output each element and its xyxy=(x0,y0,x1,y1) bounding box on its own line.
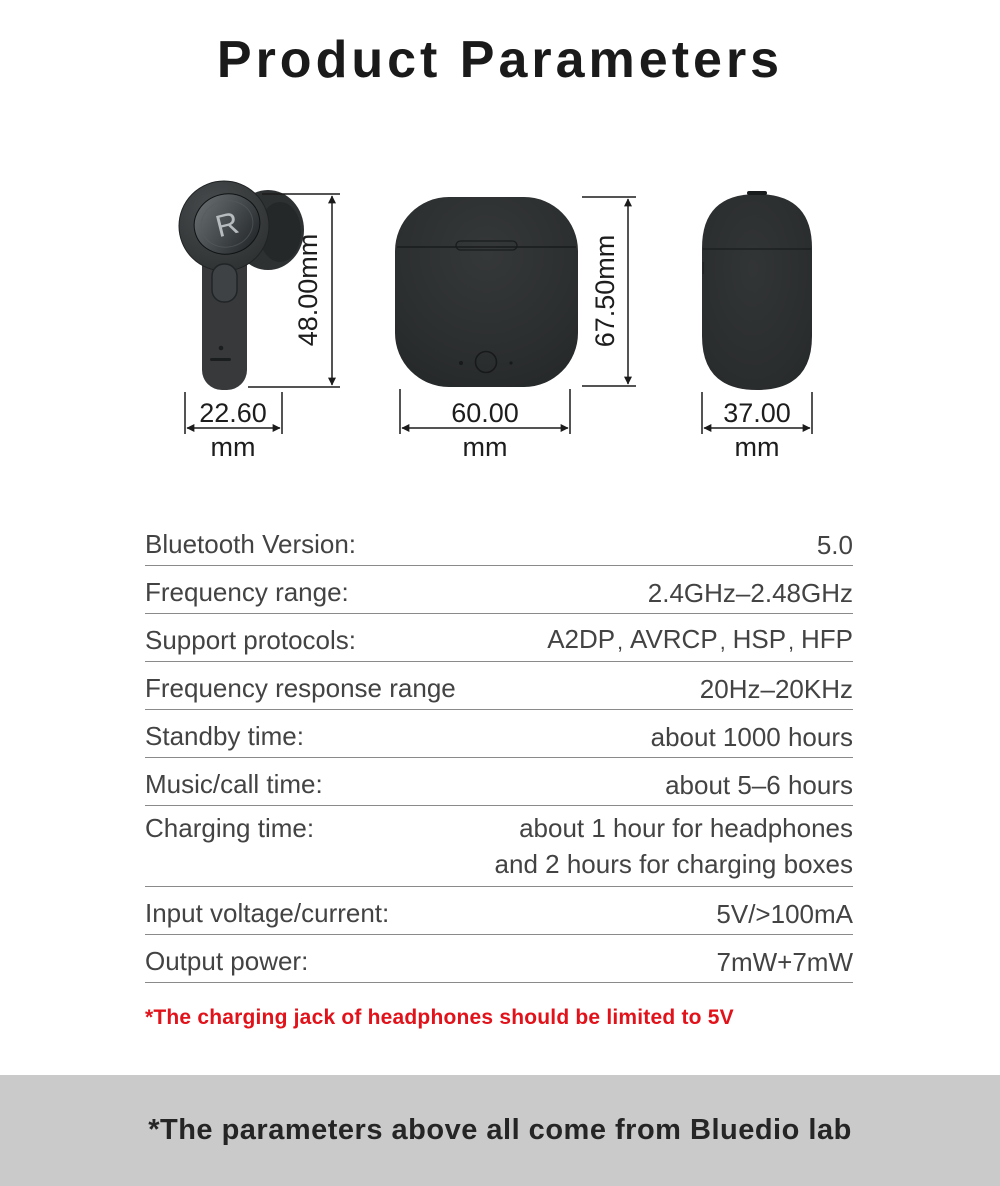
case-front-led-dot-right xyxy=(509,361,512,364)
earbud-height-label: 48.00mm xyxy=(293,233,324,347)
spec-label: Charging time: xyxy=(145,813,315,843)
spec-label: Input voltage/current: xyxy=(145,898,390,928)
spec-label: Frequency response range xyxy=(145,673,456,703)
earbud-mic-dot xyxy=(219,346,224,351)
spec-row-bluetooth-version xyxy=(145,518,853,566)
spec-label: Standby time: xyxy=(145,721,304,751)
spec-value: 5V/>100mA xyxy=(716,899,853,929)
case-side-width-value: 37.00 xyxy=(723,398,791,428)
spec-value: about 1000 hours xyxy=(650,722,853,752)
case-side-figure xyxy=(702,191,812,462)
spec-label: Support protocols: xyxy=(145,625,357,655)
spec-value: A2DP, AVRCP, HSP, HFP xyxy=(547,624,853,654)
spec-value: about 5–6 hours xyxy=(665,770,853,800)
spec-row-output-power xyxy=(145,935,853,983)
case-front-figure xyxy=(395,197,636,462)
case-front-width-unit: mm xyxy=(462,432,508,462)
spec-label: Output power: xyxy=(145,946,309,976)
case-side-width-unit: mm xyxy=(734,432,780,462)
spec-value: 5.0 xyxy=(816,530,853,560)
spec-row-frequency-response xyxy=(145,662,853,710)
case-front-height-label: 67.50mm xyxy=(590,234,621,348)
footer-banner xyxy=(0,1075,1000,1186)
spec-label: Music/call time: xyxy=(145,769,323,799)
spec-value: 20Hz–20KHz xyxy=(699,674,853,704)
earbud-r-marking: R xyxy=(212,204,243,245)
earbud-width-unit: mm xyxy=(210,432,256,462)
case-side-top-slot xyxy=(747,191,767,195)
earbud-seam-dash xyxy=(210,358,231,361)
spec-row-charging-time xyxy=(145,806,853,887)
earbud-width-value: 22.60 xyxy=(199,398,267,428)
spec-row-support-protocols xyxy=(145,614,853,662)
spec-label: Bluetooth Version: xyxy=(145,529,357,559)
earbud-figure xyxy=(179,181,340,462)
case-front-led-dot-left xyxy=(459,361,463,365)
dimension-figures xyxy=(0,180,1000,470)
charging-jack-warning: *The charging jack of headphones should be limited to 5V xyxy=(145,1006,734,1029)
spec-row-standby-time xyxy=(145,710,853,758)
case-front-body xyxy=(395,197,578,387)
spec-row-input-voltage-current xyxy=(145,887,853,935)
spec-value-line2: and 2 hours for charging boxes xyxy=(494,849,853,879)
spec-row-frequency-range xyxy=(145,566,853,614)
spec-row-music-call-time xyxy=(145,758,853,806)
earbud-button xyxy=(212,264,237,302)
page-title: Product Parameters xyxy=(216,31,784,89)
footer-text: *The parameters above all come from Bluedio lab xyxy=(148,1114,852,1146)
case-side-hinge-mark xyxy=(703,262,705,274)
spec-value: 2.4GHz–2.48GHz xyxy=(647,578,853,608)
spec-label: Frequency range: xyxy=(145,577,349,607)
specs-table xyxy=(145,518,853,983)
case-side-body xyxy=(702,194,812,390)
case-front-width-value: 60.00 xyxy=(451,398,519,428)
spec-value: about 1 hour for headphones xyxy=(519,813,853,843)
spec-value: 7mW+7mW xyxy=(716,947,853,977)
